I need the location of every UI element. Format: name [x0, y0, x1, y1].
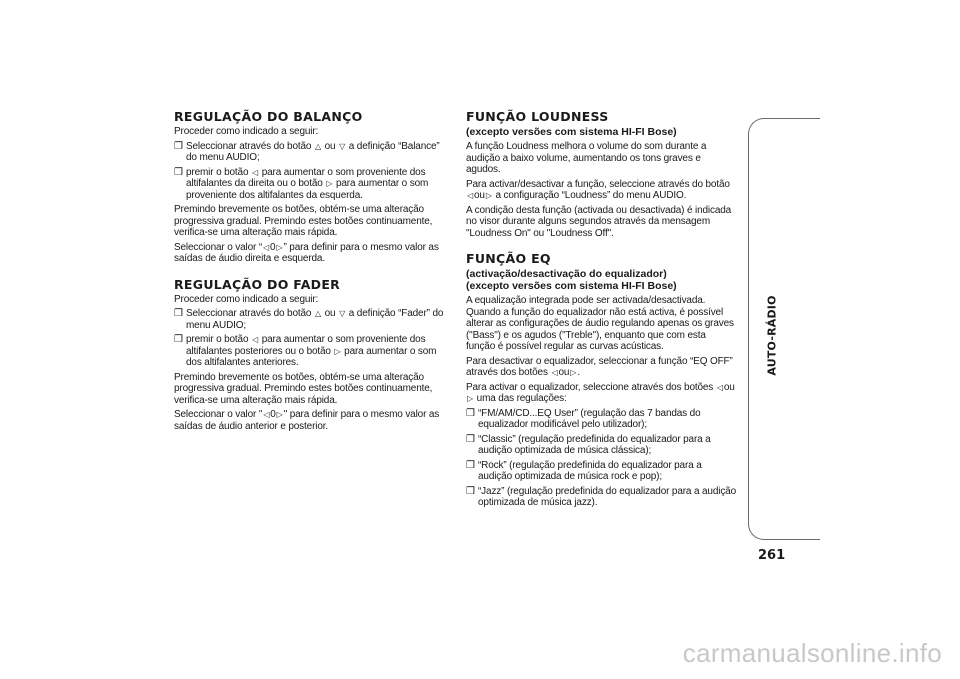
- fader-steps: [174, 308, 444, 369]
- eq-paragraph-2: Para desactivar o equalizador, seleccionar a função “EQ OFF” através dos botões ◁ou▷.: [466, 355, 733, 378]
- eq-options: [466, 408, 736, 509]
- eq-subheading-1: (activação/desactivação do equalizador): [466, 268, 667, 280]
- list-item: ❒ premir o botão ◁ para aumentar o som proveniente dos altifalantes posteriores ou o botão ▷ para aumentar o som dos altifalantes anteriores.: [174, 334, 437, 368]
- fader-paragraph-2: Seleccionar o valor "◁0▷" para definir para o mesmo valor as saídas de áudio anterior e posterior.: [174, 409, 440, 432]
- down-arrow-icon: ▽: [339, 309, 346, 318]
- watermark: carmanualsonline.info: [682, 638, 942, 668]
- section-tab: [748, 118, 822, 540]
- right-arrow-icon: ▷: [485, 191, 492, 200]
- loudness-paragraph-1: A função Loudness melhora o volume do som durante a audição a baixo volume, aumentando os tons graves e agudos.: [466, 141, 707, 175]
- left-arrow-icon: ◁: [551, 368, 558, 377]
- right-column: [466, 110, 736, 512]
- right-arrow-icon: ▷: [467, 394, 474, 403]
- loudness-paragraph-3: A condição desta função (activada ou desactivada) é indicada no visor durante alguns segundos através da mensagem "Loudness On" ou "Loudness Off".: [466, 204, 732, 239]
- page-number: 261: [758, 548, 786, 563]
- eq-heading: FUNÇÃO EQ: [466, 251, 551, 266]
- left-column: [174, 110, 444, 435]
- fader-paragraph-1: Premindo brevemente os botões, obtém-se uma alteração progressiva gradual. Premindo estes botões continuamente, verifica-se uma alteração mais rápida.: [174, 371, 433, 406]
- checkbox-bullet-icon: ❒: [466, 485, 475, 497]
- fader-heading: REGULAÇÃO DO FADER: [174, 276, 341, 292]
- up-arrow-icon: △: [314, 141, 321, 151]
- left-arrow-icon: ◁: [467, 191, 474, 200]
- list-item: ❒ premir o botão ◁ para aumentar o som proveniente dos altifalantes da direita ou o botão ▷ para aumentar o som proveniente dos altifalantes da esquerda.: [174, 166, 429, 201]
- fader-intro: Proceder como indicado a seguir:: [174, 293, 319, 305]
- right-arrow-icon: ▷: [334, 346, 341, 356]
- up-arrow-icon: △: [314, 309, 321, 318]
- list-item: ❒ Seleccionar através do botão △ ou ▽ a definição “Fader” do menu AUDIO;: [174, 308, 444, 331]
- left-arrow-icon: ◁: [252, 335, 259, 344]
- loudness-heading: FUNÇÃO LOUDNESS: [466, 109, 609, 124]
- balance-heading: REGULAÇÃO DO BALANÇO: [174, 109, 363, 124]
- list-item: ❒ “Rock” (regulação predefinida do equalizador para a audição optimizada de música rock e pop);: [466, 459, 702, 482]
- left-arrow-icon: ◁: [252, 167, 259, 177]
- balance-intro: Proceder como indicado a seguir:: [174, 126, 319, 137]
- checkbox-bullet-icon: ❒: [174, 166, 183, 178]
- list-item: ❒ “Jazz” (regulação predefinida do equalizador para a audição optimizada de música jazz).: [466, 485, 736, 508]
- balance-paragraph-2: Seleccionar o valor “◁0▷” para definir para o mesmo valor as saídas de áudio direita e esquerda.: [174, 241, 439, 264]
- left-arrow-icon: ◁: [263, 242, 270, 252]
- list-item: ❒ “FM/AM/CD...EQ User” (regulação das 7 bandas do equalizador modificável pelo utilizador);: [466, 407, 701, 430]
- right-arrow-icon: ▷: [276, 242, 283, 252]
- checkbox-bullet-icon: ❒: [466, 433, 475, 445]
- checkbox-bullet-icon: ❒: [466, 407, 475, 419]
- balance-paragraph-1: Premindo brevemente os botões, obtém-se uma alteração progressiva gradual. Premindo estes botões continuamente, verifica-se uma alteração mais rápida.: [174, 204, 433, 238]
- checkbox-bullet-icon: ❒: [174, 140, 183, 152]
- checkbox-bullet-icon: ❒: [174, 334, 183, 345]
- eq-paragraph-1: A equalização integrada pode ser activada/desactivada. Quando a função do equalizador não está activa, é possível alterar as configurações de áudio regulando apenas os graves ("Bass") e os agudos ("Treble"), enquanto que com esta função é possível regular as curvas acústicas.: [466, 295, 734, 352]
- balance-steps: [174, 141, 444, 202]
- right-arrow-icon: ▷: [326, 179, 333, 188]
- loudness-paragraph-2: Para activar/desactivar a função, seleccione através do botão ◁ou▷ a configuração “Loudness” do menu AUDIO.: [466, 178, 730, 201]
- list-item: ❒ Seleccionar através do botão △ ou ▽ a definição “Balance” do menu AUDIO;: [174, 140, 440, 163]
- eq-paragraph-3: Para activar o equalizador, seleccione através dos botões ◁ou ▷ uma das regulações:: [466, 381, 735, 404]
- down-arrow-icon: ▽: [339, 141, 346, 151]
- right-arrow-icon: ▷: [570, 368, 577, 377]
- list-item: ❒ “Classic” (regulação predefinida do equalizador para a audição optimizada de música clássica);: [466, 433, 711, 456]
- eq-subheading-2: (excepto versões com sistema HI-FI Bose): [466, 280, 677, 292]
- section-label: AUTO-RÁDIO: [765, 294, 779, 376]
- checkbox-bullet-icon: ❒: [174, 308, 183, 319]
- right-arrow-icon: ▷: [276, 410, 283, 419]
- checkbox-bullet-icon: ❒: [466, 459, 475, 471]
- left-arrow-icon: ◁: [263, 410, 270, 419]
- loudness-subheading: (excepto versões com sistema HI-FI Bose): [466, 126, 677, 138]
- left-arrow-icon: ◁: [716, 382, 723, 392]
